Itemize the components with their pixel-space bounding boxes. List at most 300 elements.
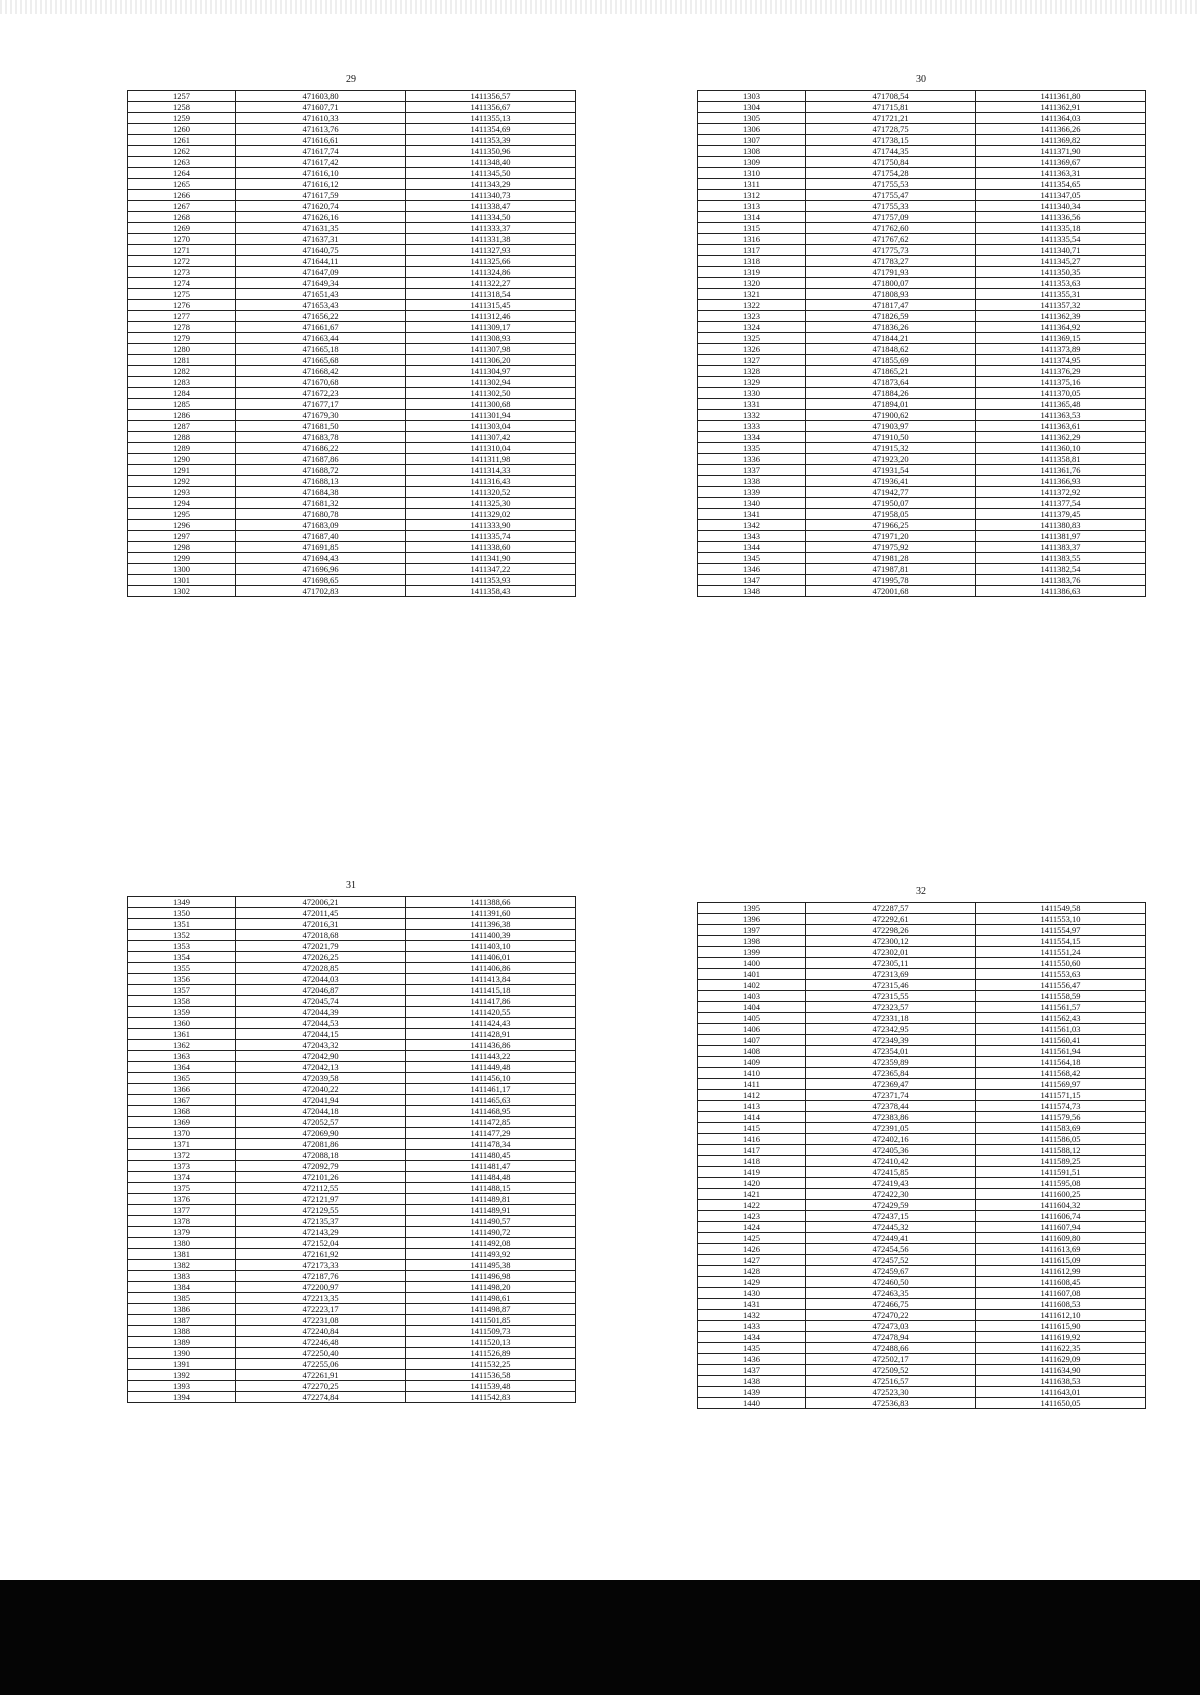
table-row	[128, 223, 576, 234]
y-coordinate-cell: 1411496,98	[406, 1271, 576, 1282]
table-row	[698, 146, 1146, 157]
table-row	[698, 1387, 1146, 1398]
point-number-cell: 1326	[698, 344, 806, 355]
x-coordinate-cell: 472001,68	[806, 586, 976, 597]
point-number-cell: 1315	[698, 223, 806, 234]
point-number-cell: 1374	[128, 1172, 236, 1183]
point-number-cell: 1427	[698, 1255, 806, 1266]
x-coordinate-cell: 472081,86	[236, 1139, 406, 1150]
y-coordinate-cell: 1411488,15	[406, 1183, 576, 1194]
x-coordinate-cell: 472161,92	[236, 1249, 406, 1260]
point-number-cell: 1312	[698, 190, 806, 201]
point-number-cell: 1320	[698, 278, 806, 289]
x-coordinate-cell: 471950,07	[806, 498, 976, 509]
table-row	[128, 1073, 576, 1084]
x-coordinate-cell: 471683,78	[236, 432, 406, 443]
point-number-cell: 1398	[698, 936, 806, 947]
point-number-cell: 1285	[128, 399, 236, 410]
table-row	[698, 553, 1146, 564]
x-coordinate-cell: 471757,09	[806, 212, 976, 223]
point-number-cell: 1276	[128, 300, 236, 311]
table-row	[698, 168, 1146, 179]
x-coordinate-cell: 472187,76	[236, 1271, 406, 1282]
point-number-cell: 1380	[128, 1238, 236, 1249]
point-number-cell: 1261	[128, 135, 236, 146]
x-coordinate-cell: 471617,59	[236, 190, 406, 201]
x-coordinate-cell: 471679,30	[236, 410, 406, 421]
x-coordinate-cell: 472213,35	[236, 1293, 406, 1304]
y-coordinate-cell: 1411310,04	[406, 443, 576, 454]
table-row	[128, 102, 576, 113]
table-row	[698, 498, 1146, 509]
point-number-cell: 1338	[698, 476, 806, 487]
y-coordinate-cell: 1411383,55	[976, 553, 1146, 564]
table-row	[698, 1101, 1146, 1112]
y-coordinate-cell: 1411309,17	[406, 322, 576, 333]
x-coordinate-cell: 472437,15	[806, 1211, 976, 1222]
x-coordinate-cell: 472044,03	[236, 974, 406, 985]
table-row	[128, 289, 576, 300]
x-coordinate-cell: 471715,81	[806, 102, 976, 113]
x-coordinate-cell: 472261,91	[236, 1370, 406, 1381]
x-coordinate-cell: 472315,55	[806, 991, 976, 1002]
table-row	[128, 366, 576, 377]
y-coordinate-cell: 1411456,10	[406, 1073, 576, 1084]
table-row	[128, 520, 576, 531]
x-coordinate-cell: 472410,42	[806, 1156, 976, 1167]
x-coordinate-cell: 472231,08	[236, 1315, 406, 1326]
table-row	[698, 958, 1146, 969]
y-coordinate-cell: 1411413,84	[406, 974, 576, 985]
x-coordinate-cell: 472143,29	[236, 1227, 406, 1238]
table-row	[128, 1139, 576, 1150]
x-coordinate-cell: 472523,30	[806, 1387, 976, 1398]
table-row	[698, 443, 1146, 454]
y-coordinate-cell: 1411539,48	[406, 1381, 576, 1392]
table-row	[128, 1337, 576, 1348]
y-coordinate-cell: 1411363,61	[976, 421, 1146, 432]
point-number-cell: 1392	[128, 1370, 236, 1381]
table-row	[128, 1359, 576, 1370]
table-row	[698, 1090, 1146, 1101]
table-row	[698, 1057, 1146, 1068]
point-number-cell: 1292	[128, 476, 236, 487]
y-coordinate-cell: 1411353,93	[406, 575, 576, 586]
x-coordinate-cell: 471687,86	[236, 454, 406, 465]
point-number-cell: 1409	[698, 1057, 806, 1068]
table-row	[128, 1194, 576, 1205]
table-row	[128, 1227, 576, 1238]
y-coordinate-cell: 1411363,53	[976, 410, 1146, 421]
point-number-cell: 1333	[698, 421, 806, 432]
scan-bottom-border	[0, 1580, 1200, 1695]
table-row	[698, 936, 1146, 947]
point-number-cell: 1386	[128, 1304, 236, 1315]
table-row	[698, 1178, 1146, 1189]
table-row	[128, 575, 576, 586]
point-number-cell: 1410	[698, 1068, 806, 1079]
x-coordinate-cell: 472274,84	[236, 1392, 406, 1403]
y-coordinate-cell: 1411554,15	[976, 936, 1146, 947]
coordinates-table	[697, 90, 1146, 597]
point-number-cell: 1347	[698, 575, 806, 586]
point-number-cell: 1434	[698, 1332, 806, 1343]
y-coordinate-cell: 1411350,35	[976, 267, 1146, 278]
y-coordinate-cell: 1411495,38	[406, 1260, 576, 1271]
x-coordinate-cell: 472342,95	[806, 1024, 976, 1035]
x-coordinate-cell: 472466,75	[806, 1299, 976, 1310]
y-coordinate-cell: 1411302,94	[406, 377, 576, 388]
point-number-cell: 1331	[698, 399, 806, 410]
point-number-cell: 1277	[128, 311, 236, 322]
y-coordinate-cell: 1411343,29	[406, 179, 576, 190]
table-row	[128, 531, 576, 542]
point-number-cell: 1311	[698, 179, 806, 190]
table-row	[698, 542, 1146, 553]
y-coordinate-cell: 1411356,57	[406, 91, 576, 102]
table-row	[128, 1392, 576, 1403]
y-coordinate-cell: 1411355,31	[976, 289, 1146, 300]
y-coordinate-cell: 1411304,97	[406, 366, 576, 377]
point-number-cell: 1288	[128, 432, 236, 443]
x-coordinate-cell: 471603,80	[236, 91, 406, 102]
table-row	[698, 300, 1146, 311]
table-row	[698, 267, 1146, 278]
y-coordinate-cell: 1411358,43	[406, 586, 576, 597]
x-coordinate-cell: 472305,11	[806, 958, 976, 969]
x-coordinate-cell: 472026,25	[236, 952, 406, 963]
x-coordinate-cell: 472315,46	[806, 980, 976, 991]
table-row	[698, 1277, 1146, 1288]
page-number: 31	[346, 880, 356, 891]
y-coordinate-cell: 1411489,91	[406, 1205, 576, 1216]
x-coordinate-cell: 472502,17	[806, 1354, 976, 1365]
table-row	[698, 980, 1146, 991]
x-coordinate-cell: 471644,11	[236, 256, 406, 267]
x-coordinate-cell: 472044,39	[236, 1007, 406, 1018]
table-row	[128, 157, 576, 168]
y-coordinate-cell: 1411308,93	[406, 333, 576, 344]
point-number-cell: 1298	[128, 542, 236, 553]
x-coordinate-cell: 472246,48	[236, 1337, 406, 1348]
point-number-cell: 1375	[128, 1183, 236, 1194]
table-row	[128, 190, 576, 201]
x-coordinate-cell: 472371,74	[806, 1090, 976, 1101]
point-number-cell: 1418	[698, 1156, 806, 1167]
y-coordinate-cell: 1411403,10	[406, 941, 576, 952]
table-row	[698, 1354, 1146, 1365]
point-number-cell: 1426	[698, 1244, 806, 1255]
x-coordinate-cell: 471836,26	[806, 322, 976, 333]
x-coordinate-cell: 472445,32	[806, 1222, 976, 1233]
table-row	[128, 1293, 576, 1304]
y-coordinate-cell: 1411311,98	[406, 454, 576, 465]
y-coordinate-cell: 1411345,50	[406, 168, 576, 179]
y-coordinate-cell: 1411615,09	[976, 1255, 1146, 1266]
y-coordinate-cell: 1411498,61	[406, 1293, 576, 1304]
point-number-cell: 1322	[698, 300, 806, 311]
y-coordinate-cell: 1411489,81	[406, 1194, 576, 1205]
table-row	[698, 234, 1146, 245]
point-number-cell: 1368	[128, 1106, 236, 1117]
table-row	[698, 914, 1146, 925]
x-coordinate-cell: 472365,84	[806, 1068, 976, 1079]
point-number-cell: 1323	[698, 311, 806, 322]
table-row	[698, 1112, 1146, 1123]
x-coordinate-cell: 472045,74	[236, 996, 406, 1007]
x-coordinate-cell: 471942,77	[806, 487, 976, 498]
x-coordinate-cell: 471663,44	[236, 333, 406, 344]
point-number-cell: 1297	[128, 531, 236, 542]
point-number-cell: 1362	[128, 1040, 236, 1051]
point-number-cell: 1376	[128, 1194, 236, 1205]
table-row	[128, 388, 576, 399]
y-coordinate-cell: 1411490,57	[406, 1216, 576, 1227]
y-coordinate-cell: 1411335,74	[406, 531, 576, 542]
point-number-cell: 1294	[128, 498, 236, 509]
y-coordinate-cell: 1411589,25	[976, 1156, 1146, 1167]
table-row	[128, 1084, 576, 1095]
y-coordinate-cell: 1411428,91	[406, 1029, 576, 1040]
x-coordinate-cell: 472044,18	[236, 1106, 406, 1117]
page-number: 32	[916, 886, 926, 897]
x-coordinate-cell: 471694,43	[236, 553, 406, 564]
table-row	[698, 333, 1146, 344]
y-coordinate-cell: 1411586,05	[976, 1134, 1146, 1145]
y-coordinate-cell: 1411369,82	[976, 135, 1146, 146]
x-coordinate-cell: 471617,42	[236, 157, 406, 168]
table-row	[128, 1260, 576, 1271]
y-coordinate-cell: 1411327,93	[406, 245, 576, 256]
x-coordinate-cell: 472152,04	[236, 1238, 406, 1249]
point-number-cell: 1404	[698, 1002, 806, 1013]
y-coordinate-cell: 1411396,38	[406, 919, 576, 930]
y-coordinate-cell: 1411492,08	[406, 1238, 576, 1249]
x-coordinate-cell: 471680,78	[236, 509, 406, 520]
table-row	[698, 564, 1146, 575]
y-coordinate-cell: 1411629,09	[976, 1354, 1146, 1365]
table-row	[698, 410, 1146, 421]
y-coordinate-cell: 1411341,90	[406, 553, 576, 564]
point-number-cell: 1354	[128, 952, 236, 963]
page-31	[127, 876, 575, 1403]
x-coordinate-cell: 471616,12	[236, 179, 406, 190]
table-row	[698, 1255, 1146, 1266]
point-number-cell: 1382	[128, 1260, 236, 1271]
page-number: 29	[346, 74, 356, 85]
table-row	[698, 1002, 1146, 1013]
point-number-cell: 1369	[128, 1117, 236, 1128]
y-coordinate-cell: 1411306,20	[406, 355, 576, 366]
coordinates-table	[127, 90, 576, 597]
table-row	[128, 1040, 576, 1051]
point-number-cell: 1358	[128, 996, 236, 1007]
table-row	[698, 212, 1146, 223]
y-coordinate-cell: 1411347,05	[976, 190, 1146, 201]
x-coordinate-cell: 472287,57	[806, 903, 976, 914]
coordinates-table	[697, 902, 1146, 1409]
table-row	[128, 432, 576, 443]
point-number-cell: 1440	[698, 1398, 806, 1409]
x-coordinate-cell: 471610,33	[236, 113, 406, 124]
point-number-cell: 1377	[128, 1205, 236, 1216]
point-number-cell: 1321	[698, 289, 806, 300]
y-coordinate-cell: 1411383,76	[976, 575, 1146, 586]
point-number-cell: 1343	[698, 531, 806, 542]
table-row	[128, 1370, 576, 1381]
x-coordinate-cell: 471708,54	[806, 91, 976, 102]
x-coordinate-cell: 472415,85	[806, 1167, 976, 1178]
table-row	[698, 179, 1146, 190]
table-row	[698, 1299, 1146, 1310]
point-number-cell: 1424	[698, 1222, 806, 1233]
table-row	[128, 1029, 576, 1040]
point-number-cell: 1309	[698, 157, 806, 168]
point-number-cell: 1296	[128, 520, 236, 531]
y-coordinate-cell: 1411554,97	[976, 925, 1146, 936]
point-number-cell: 1341	[698, 509, 806, 520]
y-coordinate-cell: 1411553,10	[976, 914, 1146, 925]
y-coordinate-cell: 1411391,60	[406, 908, 576, 919]
x-coordinate-cell: 471728,75	[806, 124, 976, 135]
point-number-cell: 1352	[128, 930, 236, 941]
point-number-cell: 1400	[698, 958, 806, 969]
x-coordinate-cell: 472044,53	[236, 1018, 406, 1029]
table-row	[698, 344, 1146, 355]
y-coordinate-cell: 1411325,30	[406, 498, 576, 509]
point-number-cell: 1399	[698, 947, 806, 958]
x-coordinate-cell: 471620,74	[236, 201, 406, 212]
point-number-cell: 1317	[698, 245, 806, 256]
x-coordinate-cell: 471668,42	[236, 366, 406, 377]
point-number-cell: 1401	[698, 969, 806, 980]
table-row	[128, 1062, 576, 1073]
table-row	[128, 1150, 576, 1161]
point-number-cell: 1416	[698, 1134, 806, 1145]
x-coordinate-cell: 471687,40	[236, 531, 406, 542]
table-row	[128, 311, 576, 322]
y-coordinate-cell: 1411607,94	[976, 1222, 1146, 1233]
x-coordinate-cell: 471684,38	[236, 487, 406, 498]
y-coordinate-cell: 1411375,16	[976, 377, 1146, 388]
x-coordinate-cell: 471698,65	[236, 575, 406, 586]
table-row	[128, 930, 576, 941]
table-row	[698, 245, 1146, 256]
point-number-cell: 1356	[128, 974, 236, 985]
table-row	[128, 553, 576, 564]
x-coordinate-cell: 472006,21	[236, 897, 406, 908]
table-row	[128, 454, 576, 465]
table-row	[698, 399, 1146, 410]
y-coordinate-cell: 1411520,13	[406, 1337, 576, 1348]
point-number-cell: 1263	[128, 157, 236, 168]
point-number-cell: 1290	[128, 454, 236, 465]
table-row	[128, 1282, 576, 1293]
x-coordinate-cell: 471755,53	[806, 179, 976, 190]
y-coordinate-cell: 1411568,42	[976, 1068, 1146, 1079]
point-number-cell: 1342	[698, 520, 806, 531]
point-number-cell: 1412	[698, 1090, 806, 1101]
y-coordinate-cell: 1411362,91	[976, 102, 1146, 113]
point-number-cell: 1328	[698, 366, 806, 377]
point-number-cell: 1345	[698, 553, 806, 564]
x-coordinate-cell: 471665,18	[236, 344, 406, 355]
y-coordinate-cell: 1411340,73	[406, 190, 576, 201]
point-number-cell: 1372	[128, 1150, 236, 1161]
table-row	[698, 1365, 1146, 1376]
y-coordinate-cell: 1411634,90	[976, 1365, 1146, 1376]
y-coordinate-cell: 1411347,22	[406, 564, 576, 575]
table-row	[128, 1117, 576, 1128]
y-coordinate-cell: 1411526,89	[406, 1348, 576, 1359]
table-row	[698, 1233, 1146, 1244]
y-coordinate-cell: 1411335,18	[976, 223, 1146, 234]
x-coordinate-cell: 471936,41	[806, 476, 976, 487]
point-number-cell: 1310	[698, 168, 806, 179]
x-coordinate-cell: 471681,50	[236, 421, 406, 432]
y-coordinate-cell: 1411415,18	[406, 985, 576, 996]
point-number-cell: 1396	[698, 914, 806, 925]
x-coordinate-cell: 472509,52	[806, 1365, 976, 1376]
y-coordinate-cell: 1411558,59	[976, 991, 1146, 1002]
y-coordinate-cell: 1411615,90	[976, 1321, 1146, 1332]
table-row	[698, 124, 1146, 135]
x-coordinate-cell: 472121,97	[236, 1194, 406, 1205]
y-coordinate-cell: 1411536,58	[406, 1370, 576, 1381]
point-number-cell: 1293	[128, 487, 236, 498]
table-row	[128, 355, 576, 366]
x-coordinate-cell: 471817,47	[806, 300, 976, 311]
point-number-cell: 1436	[698, 1354, 806, 1365]
point-number-cell: 1302	[128, 586, 236, 597]
table-row	[128, 1238, 576, 1249]
x-coordinate-cell: 472488,66	[806, 1343, 976, 1354]
x-coordinate-cell: 472240,84	[236, 1326, 406, 1337]
point-number-cell: 1258	[128, 102, 236, 113]
point-number-cell: 1439	[698, 1387, 806, 1398]
point-number-cell: 1273	[128, 267, 236, 278]
point-number-cell: 1370	[128, 1128, 236, 1139]
y-coordinate-cell: 1411379,45	[976, 509, 1146, 520]
y-coordinate-cell: 1411370,05	[976, 388, 1146, 399]
x-coordinate-cell: 471910,50	[806, 432, 976, 443]
table-row	[128, 586, 576, 597]
point-number-cell: 1334	[698, 432, 806, 443]
point-number-cell: 1385	[128, 1293, 236, 1304]
point-number-cell: 1257	[128, 91, 236, 102]
y-coordinate-cell: 1411600,25	[976, 1189, 1146, 1200]
x-coordinate-cell: 471894,01	[806, 399, 976, 410]
table-row	[128, 1128, 576, 1139]
x-coordinate-cell: 472069,90	[236, 1128, 406, 1139]
x-coordinate-cell: 471688,13	[236, 476, 406, 487]
point-number-cell: 1272	[128, 256, 236, 267]
point-number-cell: 1381	[128, 1249, 236, 1260]
point-number-cell: 1330	[698, 388, 806, 399]
x-coordinate-cell: 472173,33	[236, 1260, 406, 1271]
table-row	[698, 1266, 1146, 1277]
point-number-cell: 1397	[698, 925, 806, 936]
table-row	[128, 267, 576, 278]
y-coordinate-cell: 1411493,92	[406, 1249, 576, 1260]
point-number-cell: 1432	[698, 1310, 806, 1321]
y-coordinate-cell: 1411622,35	[976, 1343, 1146, 1354]
table-row	[128, 344, 576, 355]
point-number-cell: 1438	[698, 1376, 806, 1387]
y-coordinate-cell: 1411561,57	[976, 1002, 1146, 1013]
y-coordinate-cell: 1411579,56	[976, 1112, 1146, 1123]
x-coordinate-cell: 472298,26	[806, 925, 976, 936]
